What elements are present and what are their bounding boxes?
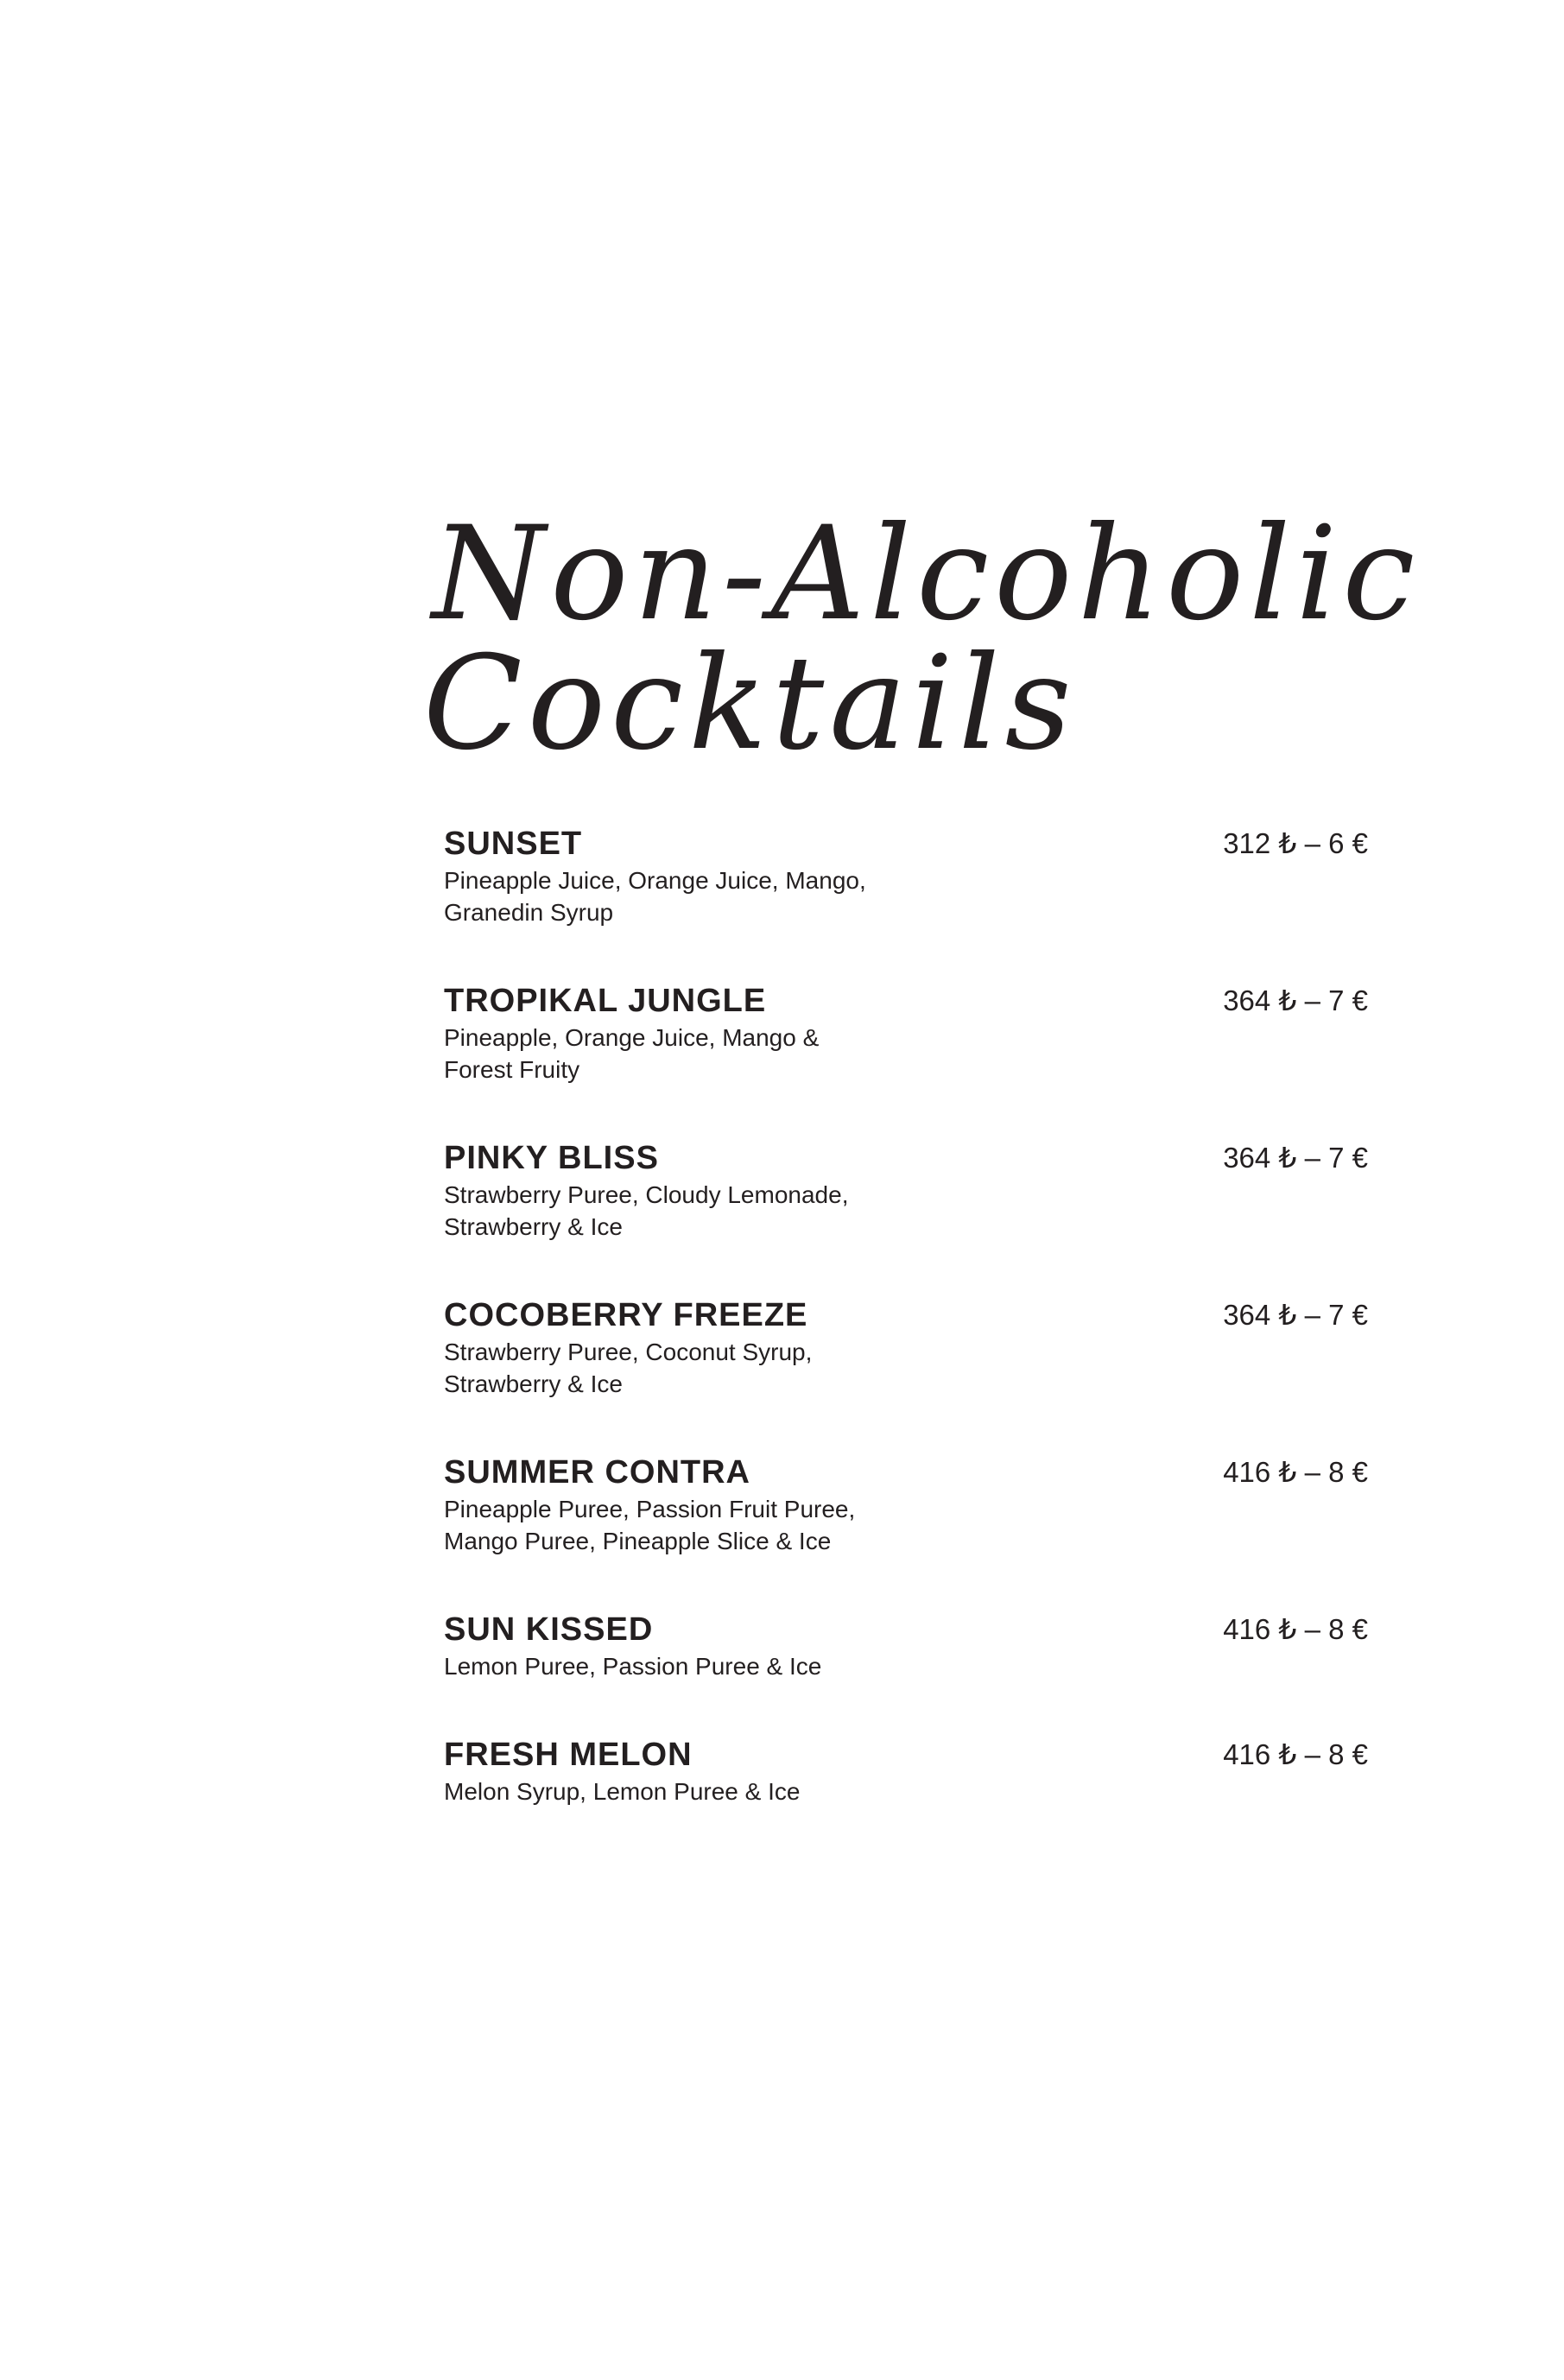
- menu-item-summer-contra: [444, 1453, 1368, 1611]
- item-description-line: Pineapple Puree, Passion Fruit Puree,: [444, 1496, 856, 1522]
- menu-title-line-2: Cocktails: [423, 629, 1077, 779]
- item-name: SUN KISSED: [444, 1611, 654, 1648]
- item-price: 364 ₺ – 7 €: [1223, 1142, 1368, 1174]
- menu-item-sun-kissed: [444, 1611, 1368, 1736]
- item-price: 364 ₺ – 7 €: [1223, 1299, 1368, 1331]
- item-price: 312 ₺ – 6 €: [1223, 827, 1368, 859]
- item-name: PINKY BLISS: [444, 1140, 659, 1176]
- item-name: COCOBERRY FREEZE: [444, 1297, 808, 1333]
- menu-list: [444, 825, 1368, 1861]
- item-name: SUNSET: [444, 826, 583, 862]
- item-description: [444, 1022, 962, 1086]
- item-description: [444, 1179, 962, 1243]
- item-description-line: Pineapple, Orange Juice, Mango &: [444, 1024, 820, 1051]
- menu-item-fresh-melon: [444, 1736, 1368, 1861]
- item-description-line: Strawberry Puree, Coconut Syrup,: [444, 1339, 813, 1365]
- item-description-line: Granedin Syrup: [444, 899, 614, 926]
- item-price: 416 ₺ – 8 €: [1223, 1738, 1368, 1770]
- item-description-line: Strawberry & Ice: [444, 1213, 623, 1240]
- menu-title-line-1: Non-Alcoholic: [432, 499, 1421, 649]
- item-price: 416 ₺ – 8 €: [1223, 1613, 1368, 1645]
- item-name: TROPIKAL JUNGLE: [444, 983, 767, 1019]
- menu-item-sunset: [444, 825, 1368, 982]
- item-description-line: Pineapple Juice, Orange Juice, Mango,: [444, 867, 866, 894]
- item-description: [444, 864, 962, 928]
- item-description-line: Strawberry & Ice: [444, 1370, 623, 1397]
- item-description-line: Forest Fruity: [444, 1056, 580, 1083]
- menu-item-tropikal-jungle: [444, 982, 1368, 1139]
- item-description-line: Lemon Puree, Passion Puree & Ice: [444, 1653, 822, 1680]
- menu-item-cocoberry-freeze: [444, 1296, 1368, 1453]
- item-name: SUMMER CONTRA: [444, 1454, 750, 1491]
- item-description: [444, 1776, 962, 1807]
- menu-title: [363, 499, 1421, 786]
- menu-item-pinky-bliss: [444, 1139, 1368, 1296]
- item-description: [444, 1650, 962, 1682]
- item-price: 416 ₺ – 8 €: [1223, 1456, 1368, 1488]
- item-description-line: Melon Syrup, Lemon Puree & Ice: [444, 1778, 801, 1805]
- item-description: [444, 1493, 962, 1557]
- item-description: [444, 1336, 962, 1400]
- item-name: FRESH MELON: [444, 1737, 693, 1773]
- item-description-line: Mango Puree, Pineapple Slice & Ice: [444, 1528, 832, 1554]
- item-description-line: Strawberry Puree, Cloudy Lemonade,: [444, 1181, 849, 1208]
- item-price: 364 ₺ – 7 €: [1223, 984, 1368, 1016]
